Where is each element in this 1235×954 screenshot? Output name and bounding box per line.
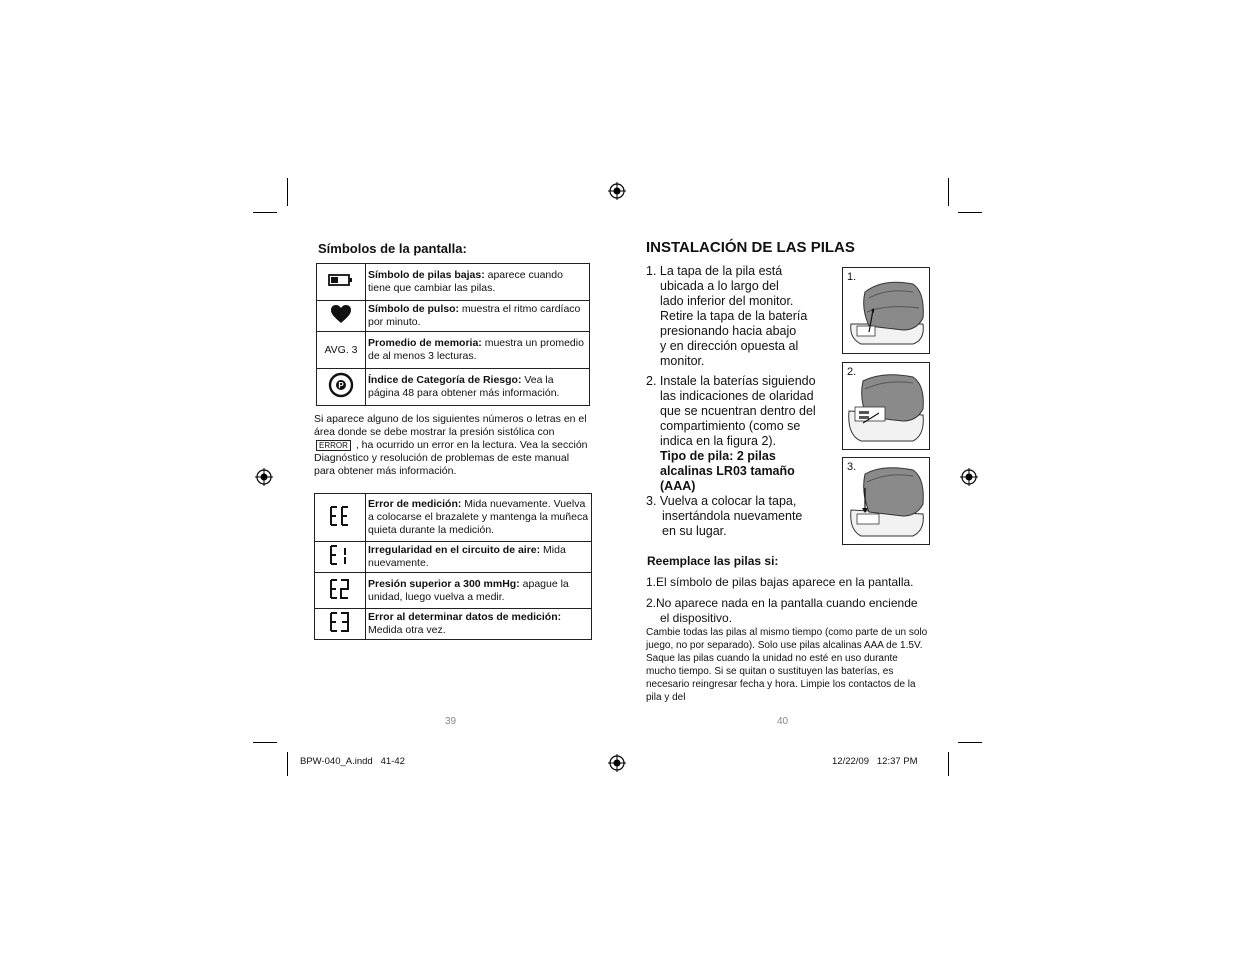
figure-2: 2. — [842, 362, 930, 450]
registration-mark-icon — [255, 468, 273, 486]
error-code-e1 — [315, 542, 366, 573]
table-row — [317, 301, 590, 332]
error-description: Irregularidad en el circuito de aire: Mida nuevamente. — [366, 542, 592, 573]
symbols-heading: Símbolos de la pantalla: — [318, 241, 467, 256]
table-row — [315, 609, 592, 640]
replace-item-1: 1.El símbolo de pilas bajas aparece en la pantalla. — [646, 575, 914, 589]
footer-file: BPW-040_A.indd 41-42 — [300, 756, 405, 767]
figure-1: 1. — [842, 267, 930, 354]
step-2: 2. Instale la baterías siguiendo las indicaciones de olaridad que se ncuentran dentro del compartimiento (como se indica en la figura 2). Tipo de pila: 2 pilas alcalinas LR03 tamaño (AAA) — [646, 374, 816, 493]
error-code-e2-icon — [329, 578, 351, 600]
table-row — [317, 369, 590, 406]
crop-mark — [287, 752, 288, 776]
monitor-illustration — [843, 268, 929, 353]
error-description: Error de medición: Mida nuevamente. Vuelva a colocarse el brazalete y mantenga la muñeca quieta durante la medición. — [366, 494, 592, 542]
symbol-description: Símbolo de pulso: muestra el ritmo cardíaco por minuto. — [366, 301, 590, 332]
error-code-ee — [315, 494, 366, 542]
table-row — [315, 573, 592, 609]
crop-mark — [253, 212, 277, 213]
error-code-e3 — [315, 609, 366, 640]
error-code-e3-icon — [329, 611, 351, 633]
symbol-description: Símbolo de pilas bajas: aparece cuando tiene que cambiar las pilas. — [366, 264, 590, 301]
table-row — [315, 542, 592, 573]
footer-datetime: 12/22/09 12:37 PM — [832, 756, 918, 767]
monitor-illustration — [843, 363, 929, 449]
table-row — [317, 264, 590, 301]
battery-install-heading: INSTALACIÓN DE LAS PILAS — [646, 239, 855, 256]
error-display-box: ERROR — [316, 440, 351, 451]
error-code-e1-icon — [329, 544, 351, 566]
crop-mark — [948, 178, 949, 206]
svg-text:P: P — [338, 381, 344, 390]
error-intro-paragraph: Si aparece alguno de los siguientes números o letras en el área donde se debe mostrar la presión sistólica con ERROR , ha ocurrido un error en la lectura. Vea la sección Diagnóstico y resolución de problemas de este manual para obtener más información. — [314, 413, 588, 477]
heart-icon — [317, 301, 366, 332]
risk-index-icon — [317, 369, 366, 406]
registration-mark-icon — [960, 468, 978, 486]
errors-table — [314, 493, 592, 640]
crop-mark — [958, 742, 982, 743]
battery-note: Cambie todas las pilas al mismo tiempo (como parte de un solo juego, no por separado). Solo use pilas alcalinas AAA de 1.5V. Saque las pilas cuando la unidad no esté en uso durante mucho tiempo. Si se quitan o sustituyen las baterías, es necesario reingresar fecha y hora. Limpie los contactos de la pila y del — [646, 627, 928, 703]
crop-mark — [287, 178, 288, 206]
page-number-right: 40 — [777, 716, 789, 727]
page-number-left: 39 — [445, 716, 457, 727]
battery-icon — [317, 264, 366, 301]
symbols-table — [316, 263, 590, 406]
error-code-ee-icon — [329, 505, 351, 527]
figure-3: 3. — [842, 457, 930, 545]
table-row — [317, 332, 590, 369]
crop-mark — [253, 742, 277, 743]
registration-mark-icon — [608, 182, 626, 200]
table-row — [315, 494, 592, 542]
registration-mark-icon — [608, 754, 626, 772]
monitor-illustration — [843, 458, 929, 544]
symbol-description: Índice de Categoría de Riesgo: Vea la página 48 para obtener más información. — [366, 369, 590, 406]
replace-item-2: 2.No aparece nada en la pantalla cuando enciende el dispositivo. — [646, 596, 918, 625]
crop-mark — [958, 212, 982, 213]
replace-heading: Reemplace las pilas si: — [647, 554, 779, 568]
error-description: Presión superior a 300 mmHg: apague la unidad, luego vuelva a medir. — [366, 573, 592, 609]
crop-mark — [948, 752, 949, 776]
symbol-description: Promedio de memoria: muestra un promedio de al menos 3 lecturas. — [366, 332, 590, 369]
step-3: 3. Vuelva a colocar la tapa, insertándola nuevamente en su lugar. — [646, 494, 803, 538]
error-code-e2 — [315, 573, 366, 609]
avg-symbol: AVG. 3 — [317, 332, 366, 369]
step-1: 1. La tapa de la pila está ubicada a lo largo del lado inferior del monitor. Retire la tapa de la batería presionando hacia abajo y en dirección opuesta al monitor. — [646, 264, 808, 368]
error-description: Error al determinar datos de medición: Medida otra vez. — [366, 609, 592, 640]
